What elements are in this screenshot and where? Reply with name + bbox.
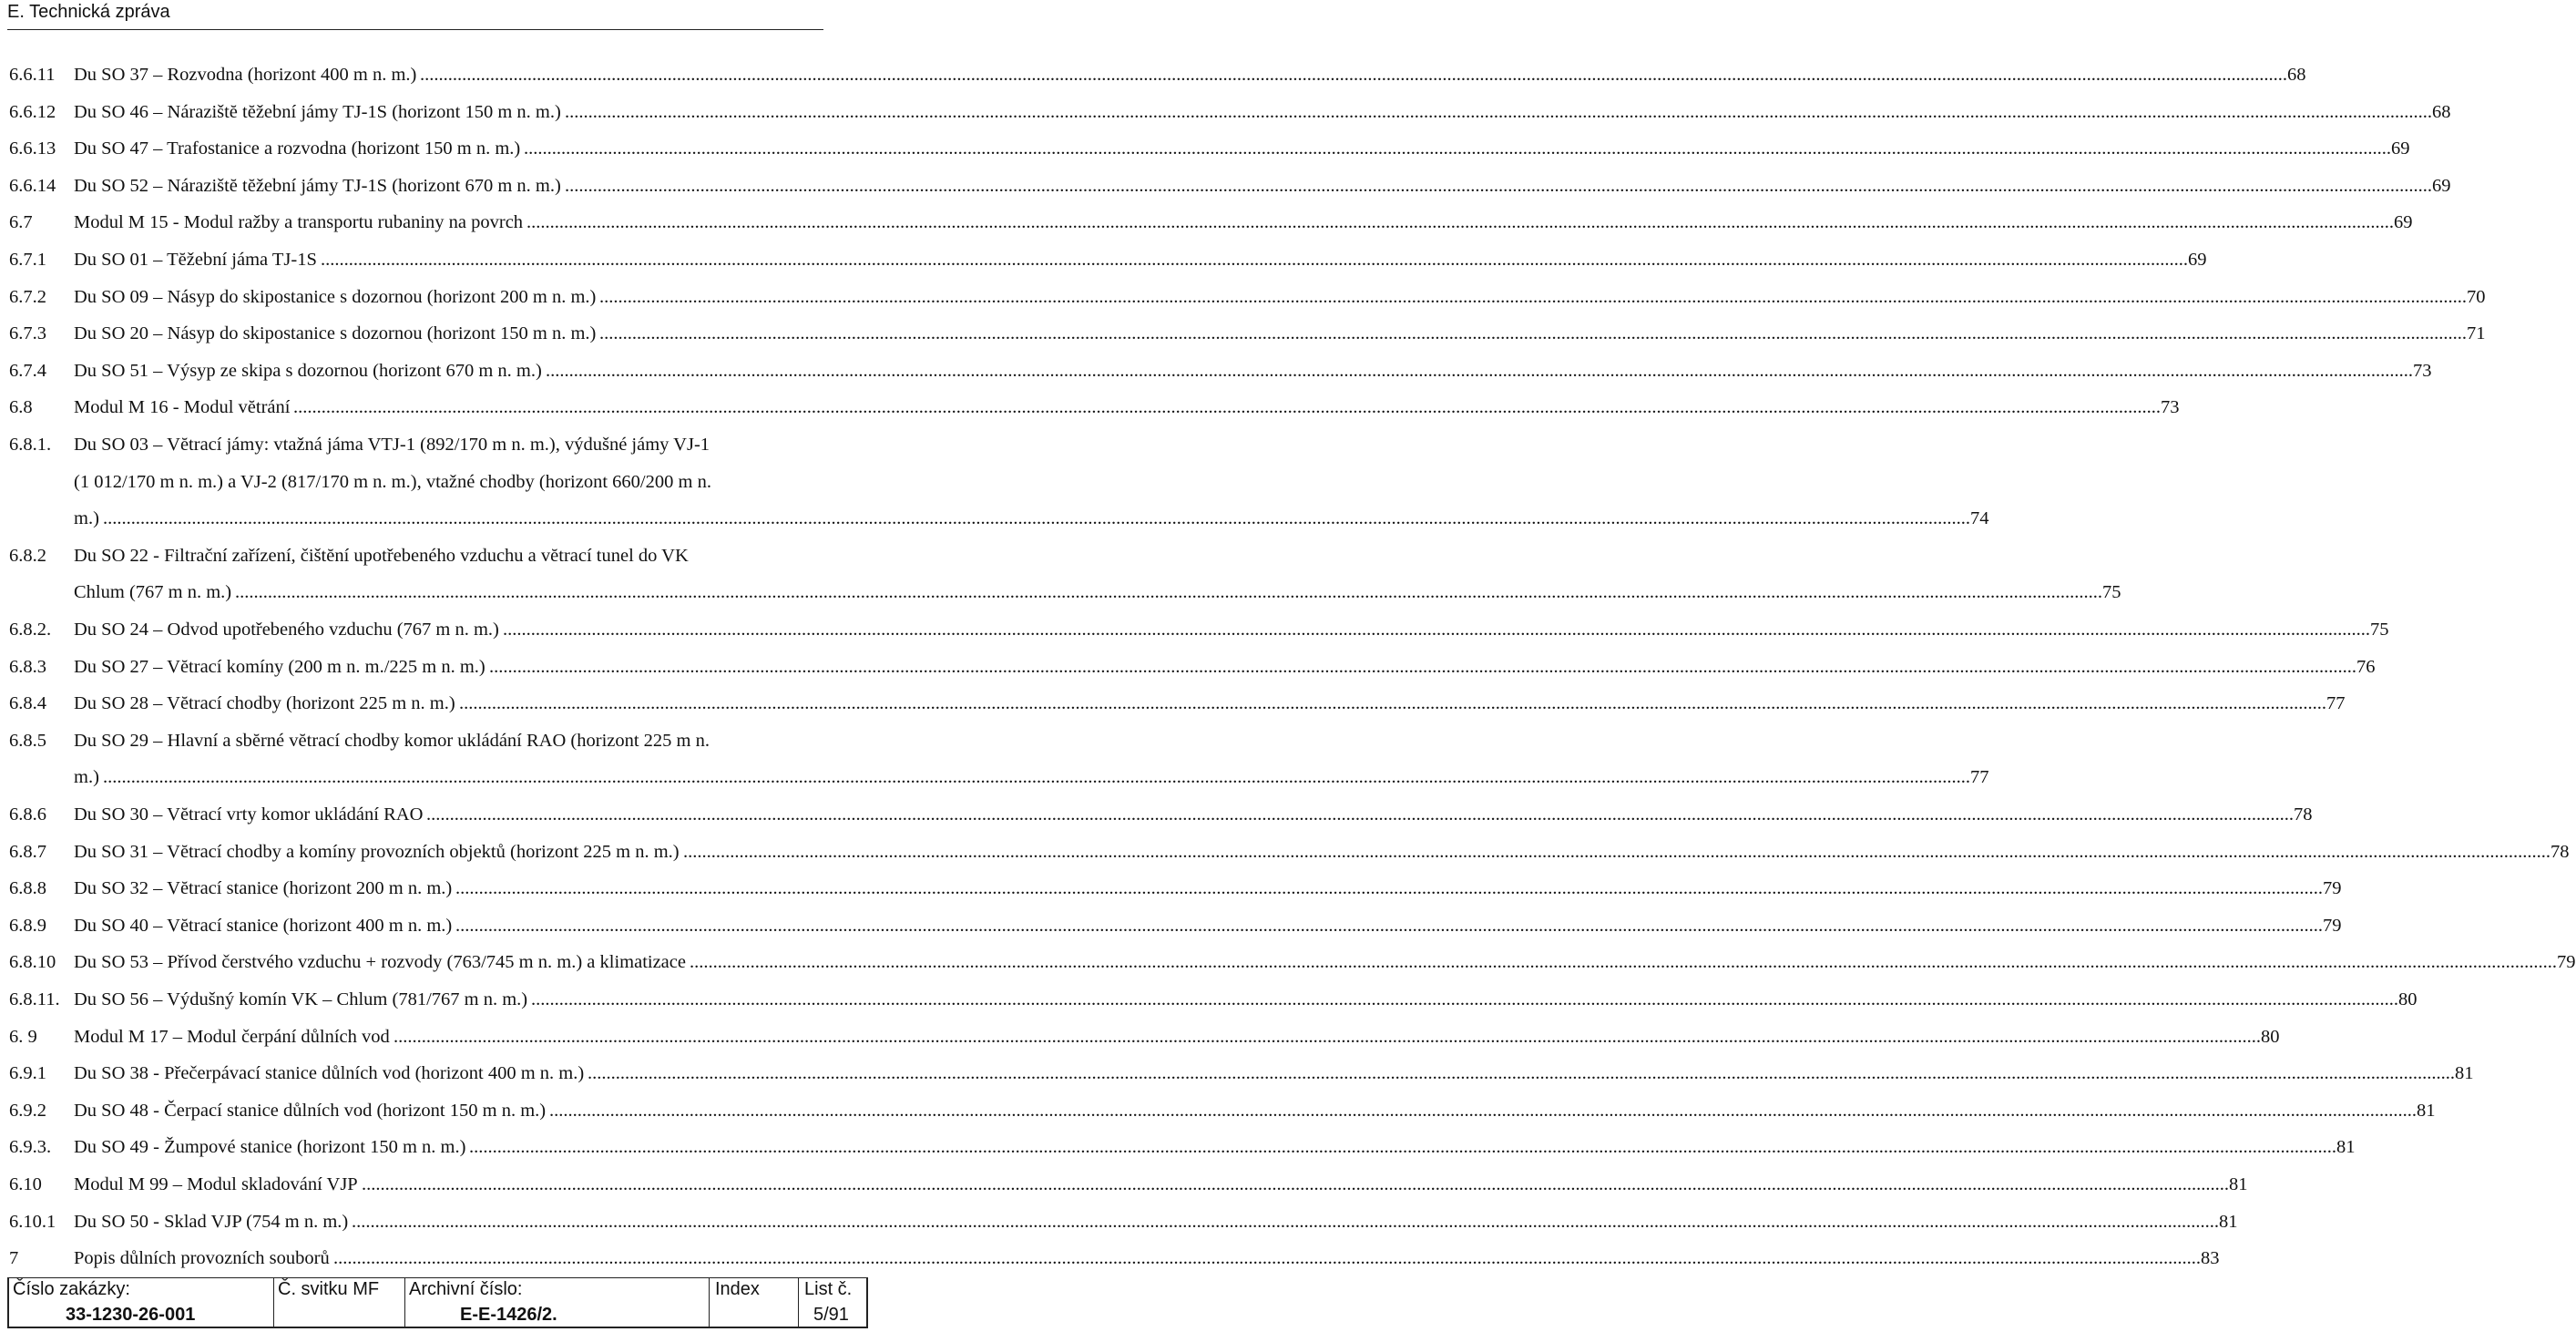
toc-dot-leader: ................................................................................................................................................................................................................................................................................................................................................................................................................ [599, 323, 2467, 344]
toc-entry[interactable] [9, 802, 2313, 827]
svitek-label: Č. svitku MF [278, 1279, 380, 1299]
toc-entry[interactable] [9, 210, 2413, 235]
toc-entry-title: Du SO 40 – Vĕtrací stanice (horizont 400 m n. m.) [74, 915, 453, 936]
toc-dot-leader: ................................................................................................................................................................................................................................................................................................................................................................................................................ [394, 1026, 2261, 1047]
toc-entry-title: Du SO 52 – Nárazištĕ tĕžební jámy TJ-1S (horizont 670 m n. m.) [74, 175, 561, 196]
toc-entry[interactable] [9, 691, 2346, 716]
toc-entry-title: Du SO 50 - Sklad VJP (754 m n. m.) [74, 1211, 349, 1232]
list-value: 5/91 [813, 1305, 849, 1325]
toc-entry-page: 68 [2287, 65, 2306, 85]
title-block [7, 1277, 868, 1328]
toc-entry-title: Du SO 46 – Nárazištĕ tĕžební jámy TJ-1S (horizont 150 m n. m.) [74, 101, 561, 122]
toc-entry-page: 68 [2432, 101, 2451, 122]
toc-entry[interactable] [9, 913, 2342, 938]
toc-entry[interactable] [9, 1024, 2280, 1050]
toc-entry-page: 83 [2201, 1248, 2220, 1269]
toc-entry-number: 6.6.14 [9, 175, 56, 196]
toc-entry-page: 81 [2219, 1211, 2238, 1232]
toc-entry-number: 6.7.2 [9, 286, 46, 307]
toc-entry-number: 6.8.2 [9, 545, 46, 566]
cell-index [709, 1277, 798, 1328]
header-title: E. Technická zpráva [7, 2, 170, 22]
toc-dot-leader: ................................................................................................................................................................................................................................................................................................................................................................................................................ [362, 1174, 2229, 1194]
toc-dot-leader: ................................................................................................................................................................................................................................................................................................................................................................................................................ [690, 952, 2557, 973]
toc-entry-title: m.) [74, 767, 99, 788]
toc-entry-page: 69 [2188, 250, 2207, 270]
toc-entry-page: 80 [2261, 1026, 2280, 1047]
toc-entry[interactable] [9, 136, 2410, 161]
toc-dot-leader: ................................................................................................................................................................................................................................................................................................................................................................................................................ [546, 360, 2413, 381]
toc-dot-leader: ................................................................................................................................................................................................................................................................................................................................................................................................................ [526, 212, 2394, 233]
toc-entry-number: 6.8.3 [9, 656, 46, 677]
toc-entry-title: Du SO 48 - Čerpací stanice důlních vod (horizont 150 m n. m.) [74, 1100, 547, 1121]
toc-dot-leader: ................................................................................................................................................................................................................................................................................................................................................................................................................ [549, 1100, 2417, 1121]
toc-entry-title: Popis důlních provozních souborů [74, 1248, 330, 1269]
toc-dot-leader: ................................................................................................................................................................................................................................................................................................................................................................................................................ [524, 138, 2391, 159]
toc-entry-title: Du SO 09 – Násyp do skipostanice s dozornou (horizont 200 m n. m.) [74, 286, 597, 307]
toc-dot-leader: ................................................................................................................................................................................................................................................................................................................................................................................................................ [469, 1137, 2336, 1158]
toc-entry-title: Chlum (767 m n. m.) [74, 582, 232, 603]
toc-entry[interactable] [9, 543, 833, 569]
toc-entry[interactable] [9, 432, 833, 457]
toc-entry-page: 79 [2323, 878, 2342, 899]
toc-entry[interactable] [9, 1134, 2356, 1160]
zakazka-value: 33-1230-26-001 [66, 1305, 196, 1325]
toc-entry-number: 6.6.13 [9, 138, 56, 159]
toc-dot-leader: ................................................................................................................................................................................................................................................................................................................................................................................................................ [531, 989, 2398, 1009]
toc-entry-title: Modul M 15 - Modul ražby a transportu rubaniny na povrch [74, 212, 524, 233]
toc-entry[interactable] [9, 839, 2570, 865]
toc-entry-title: Du SO 53 – Přívod čerstvého vzduchu + rozvody (763/745 m n. m.) a klimatizace [74, 952, 686, 973]
toc-entry-title: Du SO 31 – Vĕtrací chodby a komíny provozních objektů (horizont 225 m n. m.) [74, 841, 680, 862]
toc-entry-number: 6.8.4 [9, 693, 46, 714]
toc-entry[interactable] [9, 394, 2180, 420]
toc-entry-title: Du SO 24 – Odvod upotřebeného vzduchu (767 m n. m.) [74, 620, 499, 640]
toc-entry-page: 81 [2417, 1100, 2436, 1121]
toc-entry-page: 73 [2413, 360, 2432, 381]
toc-entry-page: 71 [2467, 323, 2486, 344]
toc-entry-page: 69 [2391, 138, 2410, 159]
toc-entry-page: 77 [2326, 693, 2346, 714]
toc-entry-page: 77 [1970, 767, 1989, 788]
toc-entry-page: 76 [2356, 656, 2376, 677]
toc-entry[interactable] [9, 1245, 2220, 1271]
toc-dot-leader: ................................................................................................................................................................................................................................................................................................................................................................................................................ [455, 915, 2323, 936]
toc-entry[interactable] [9, 728, 833, 753]
toc-entry-title: Du SO 29 – Hlavní a sbĕrné vĕtrací chodby komor ukládání RAO (horizont 225 m n. [74, 730, 710, 751]
toc-entry[interactable] [9, 579, 2121, 605]
toc-entry[interactable] [9, 1098, 2436, 1123]
toc-entry[interactable] [9, 247, 2207, 272]
toc-entry-title: Modul M 16 - Modul vĕtrání [74, 397, 291, 418]
toc-dot-leader: ................................................................................................................................................................................................................................................................................................................................................................................................................ [588, 1063, 2455, 1084]
toc-entry-number: 6.8.6 [9, 804, 46, 825]
toc-entry-title: Du SO 56 – Výdušný komín VK – Chlum (781/767 m n. m.) [74, 989, 528, 1009]
archiv-value: E-E-1426/2. [460, 1305, 557, 1325]
toc-entry-title: (1 012/170 m n. m.) a VJ-2 (817/170 m n. m.), vtažné chodby (horizont 660/200 m n. [74, 471, 711, 492]
toc-entry-number: 6.8.1. [9, 435, 52, 455]
toc-entry-number: 6.8.7 [9, 841, 46, 862]
toc-entry-title: Du SO 49 - Žumpové stanice (horizont 150 m n. m.) [74, 1137, 466, 1158]
toc-entry[interactable] [9, 358, 2432, 384]
toc-entry-title: m.) [74, 508, 99, 529]
cell-archiv [404, 1277, 709, 1328]
toc-entry-number: 6.8.8 [9, 878, 46, 899]
toc-entry[interactable] [9, 99, 2451, 125]
toc-dot-leader: ................................................................................................................................................................................................................................................................................................................................................................................................................ [333, 1248, 2201, 1269]
toc-dot-leader: ................................................................................................................................................................................................................................................................................................................................................................................................................ [293, 397, 2161, 418]
toc-dot-leader: ................................................................................................................................................................................................................................................................................................................................................................................................................ [426, 804, 2294, 825]
toc-entry[interactable] [9, 284, 2486, 310]
toc-entry-title: Du SO 37 – Rozvodna (horizont 400 m n. m.) [74, 65, 417, 85]
toc-entry-title: Du SO 03 – Vĕtrací jámy: vtažná jáma VTJ-1 (892/170 m n. m.), výdušné jámy VJ-1 [74, 435, 710, 455]
toc-entry-title: Du SO 01 – Tĕžební jáma TJ-1S [74, 250, 317, 270]
toc-entry-number: 6.8.9 [9, 915, 46, 936]
toc-dot-leader: ................................................................................................................................................................................................................................................................................................................................................................................................................ [489, 656, 2356, 677]
toc-entry-number: 6.7.3 [9, 323, 46, 344]
toc-entry-page: 74 [1970, 508, 1989, 529]
toc-entry-title: Du SO 32 – Vĕtrací stanice (horizont 200 m n. m.) [74, 878, 453, 899]
toc-dot-leader: ................................................................................................................................................................................................................................................................................................................................................................................................................ [352, 1211, 2219, 1232]
toc-entry-number: 6.6.12 [9, 101, 56, 122]
toc-entry-number: 6.10.1 [9, 1211, 56, 1232]
cell-zakazka [7, 1277, 271, 1328]
toc-entry-title: Du SO 27 – Vĕtrací komíny (200 m n. m./225 m n. m.) [74, 656, 486, 677]
toc-entry-title: Du SO 30 – Vĕtrací vrty komor ukládání RAO [74, 804, 424, 825]
toc-entry-number: 6.6.11 [9, 65, 56, 85]
cell-svitek [273, 1277, 404, 1328]
toc-entry-page: 81 [2455, 1063, 2474, 1084]
toc-entry-number: 6.7.1 [9, 250, 46, 270]
toc-entry-number: 6.7.4 [9, 360, 46, 381]
toc-dot-leader: ................................................................................................................................................................................................................................................................................................................................................................................................................ [503, 620, 2370, 640]
toc-entry-title: Du SO 47 – Trafostanice a rozvodna (horizont 150 m n. m.) [74, 138, 521, 159]
toc-entry-title: Modul M 17 – Modul čerpání důlních vod [74, 1026, 390, 1047]
cell-list [798, 1277, 868, 1328]
toc-entry-title: Du SO 20 – Násyp do skipostanice s dozornou (horizont 150 m n. m.) [74, 323, 597, 344]
toc-entry-page: 75 [2370, 620, 2389, 640]
toc-entry-page: 75 [2102, 582, 2121, 603]
toc-dot-leader: ................................................................................................................................................................................................................................................................................................................................................................................................................ [321, 250, 2188, 270]
toc-dot-leader: ................................................................................................................................................................................................................................................................................................................................................................................................................ [235, 582, 2102, 603]
toc-dot-leader: ................................................................................................................................................................................................................................................................................................................................................................................................................ [565, 175, 2432, 196]
toc-dot-leader: ................................................................................................................................................................................................................................................................................................................................................................................................................ [455, 878, 2323, 899]
toc-entry[interactable] [9, 1060, 2474, 1086]
toc-dot-leader: ................................................................................................................................................................................................................................................................................................................................................................................................................ [683, 841, 2550, 862]
toc-entry[interactable] [9, 469, 833, 495]
toc-entry-number: 7 [9, 1248, 19, 1269]
toc-entry-page: 70 [2467, 286, 2486, 307]
archiv-label: Archivní číslo: [409, 1279, 523, 1299]
toc-entry[interactable] [9, 617, 2389, 642]
toc-entry[interactable] [9, 506, 1989, 531]
toc-entry[interactable] [9, 62, 2306, 87]
toc-entry-title: Du SO 22 - Filtrační zařízení, čištĕní upotřebeného vzduchu a vĕtrací tunel do VK [74, 545, 689, 566]
toc-entry-page: 80 [2398, 989, 2418, 1009]
toc-dot-leader: ................................................................................................................................................................................................................................................................................................................................................................................................................ [599, 286, 2467, 307]
toc-dot-leader: ................................................................................................................................................................................................................................................................................................................................................................................................................ [565, 101, 2432, 122]
toc-dot-leader: ................................................................................................................................................................................................................................................................................................................................................................................................................ [459, 693, 2326, 714]
toc-entry-number: 6.9.2 [9, 1100, 46, 1121]
toc-entry-page: 81 [2336, 1137, 2356, 1158]
index-label: Index [715, 1279, 760, 1299]
toc-entry-number: 6.8 [9, 397, 33, 418]
toc-entry-page: 79 [2323, 915, 2342, 936]
toc-dot-leader: ................................................................................................................................................................................................................................................................................................................................................................................................................ [103, 767, 1970, 788]
toc-entry[interactable] [9, 876, 2342, 901]
toc-entry-number: 6.8.11. [9, 989, 60, 1009]
toc-entry-page: 78 [2294, 804, 2313, 825]
toc-dot-leader: ................................................................................................................................................................................................................................................................................................................................................................................................................ [420, 65, 2287, 85]
toc-entry-number: 6. 9 [9, 1026, 37, 1047]
toc-entry[interactable] [9, 321, 2486, 346]
toc-entry-title: Du SO 51 – Výsyp ze skipa s dozornou (horizont 670 m n. m.) [74, 360, 542, 381]
toc-dot-leader: ................................................................................................................................................................................................................................................................................................................................................................................................................ [103, 508, 1970, 529]
list-label: List č. [804, 1279, 853, 1299]
toc-entry-number: 6.8.10 [9, 952, 56, 973]
toc-entry[interactable] [9, 764, 1989, 790]
toc-entry-number: 6.8.2. [9, 620, 52, 640]
toc-entry-title: Modul M 99 – Modul skladování VJP [74, 1174, 358, 1194]
toc-entry-page: 73 [2161, 397, 2180, 418]
toc-entry[interactable] [9, 1209, 2238, 1235]
toc-entry-title: Du SO 28 – Vĕtrací chodby (horizont 225 m n. m.) [74, 693, 455, 714]
toc-entry[interactable] [9, 949, 2576, 975]
toc-entry-page: 79 [2557, 952, 2576, 973]
toc-entry[interactable] [9, 987, 2418, 1012]
toc-entry-number: 6.9.3. [9, 1137, 52, 1158]
toc-entry-page: 69 [2394, 212, 2413, 233]
toc-entry-page: 69 [2432, 175, 2451, 196]
page-header [7, 0, 823, 30]
toc-entry-page: 78 [2550, 841, 2570, 862]
toc-entry-number: 6.7 [9, 212, 33, 233]
toc-entry[interactable] [9, 173, 2451, 199]
toc-entry-page: 81 [2229, 1174, 2248, 1194]
toc-entry-number: 6.8.5 [9, 730, 46, 751]
toc-entry[interactable] [9, 1172, 2248, 1197]
toc-entry[interactable] [9, 654, 2376, 680]
toc-entry-number: 6.9.1 [9, 1063, 46, 1084]
toc-entry-number: 6.10 [9, 1174, 42, 1194]
zakazka-label: Číslo zakázky: [13, 1279, 130, 1299]
toc-entry-title: Du SO 38 - Přečerpávací stanice důlních vod (horizont 400 m n. m.) [74, 1063, 585, 1084]
